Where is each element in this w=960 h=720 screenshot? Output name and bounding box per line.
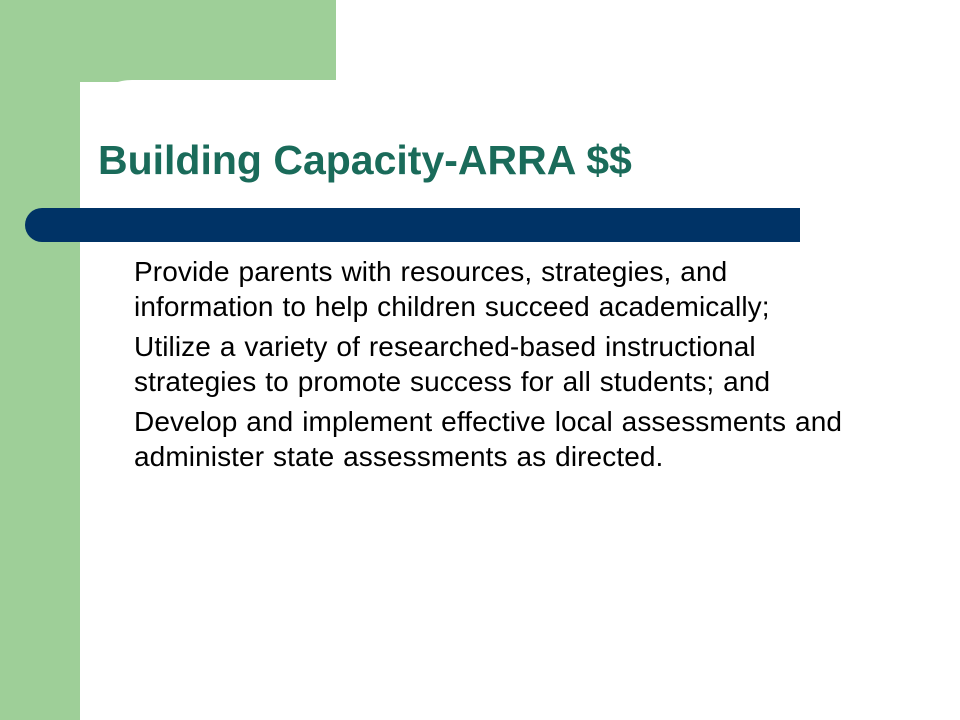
- accent-bar: [25, 208, 800, 242]
- bullet-item: Utilize a variety of researched-based instructional strategies to promote success for all students; and: [134, 331, 771, 397]
- bullet-list: [134, 254, 854, 479]
- slide-title: Building Capacity-ARRA $$: [98, 137, 632, 183]
- green-top-block: [0, 0, 336, 82]
- green-side-strip: [0, 0, 80, 720]
- bullet-item: Develop and implement effective local assessments and administer state assessments as directed.: [134, 406, 843, 472]
- bullet-item: Provide parents with resources, strategies, and information to help children succeed academically;: [134, 256, 770, 322]
